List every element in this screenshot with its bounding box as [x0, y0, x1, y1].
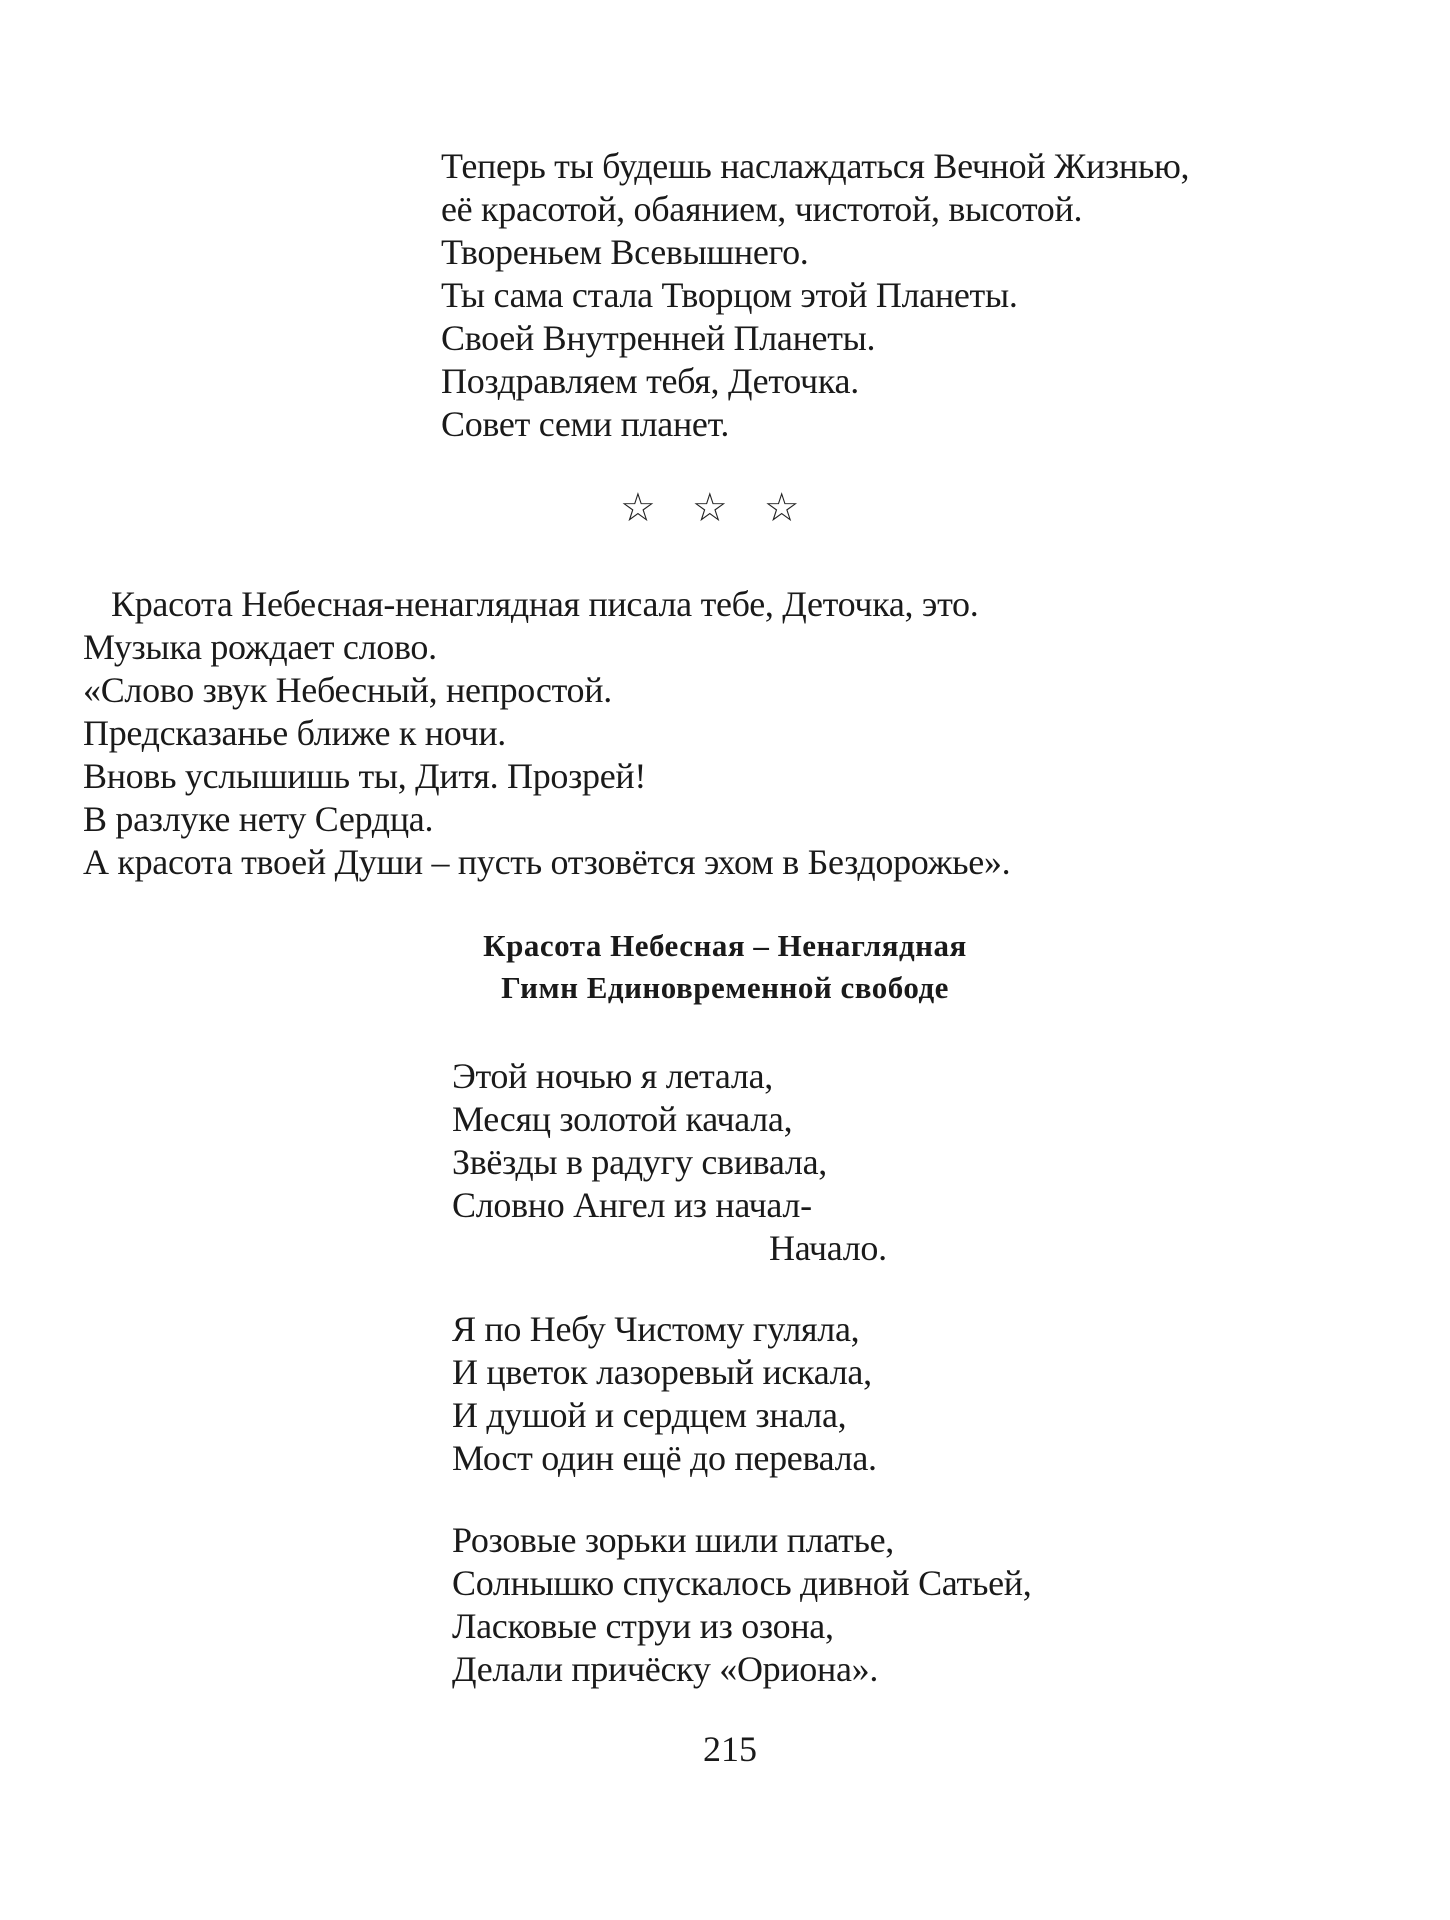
poem-stanza [452, 1519, 1031, 1691]
page-number: 215 [703, 1729, 757, 1769]
verse-line: Солнышко спускалось дивной Сатьей, [452, 1563, 1032, 1603]
text-line: Красота Небесная-ненаглядная писала тебе, Деточка, это. [111, 584, 979, 624]
poem-stanza [452, 1055, 887, 1270]
verse-line: Ласковые струи из озона, [452, 1606, 834, 1646]
text-line: Музыка рождает слово. [83, 627, 437, 667]
verse-line: И душой и сердцем знала, [452, 1395, 847, 1435]
text-line: Предсказанье ближе к ночи. [83, 713, 507, 753]
verse-line: Месяц золотой качала, [452, 1099, 793, 1139]
subtitle-line: Гимн Единовременной свободе [501, 970, 949, 1005]
verse-line: Словно Ангел из начал- [452, 1185, 812, 1225]
text-line: Твореньем Всевышнего. [441, 232, 809, 272]
text-line: А красота твоей Души – пусть отзовётся эхом в Бездорожье». [83, 842, 1011, 882]
text-line: Поздравляем тебя, Деточка. [441, 361, 859, 401]
verse-line: И цветок лазоревый искала, [452, 1352, 872, 1392]
text-line: её красотой, обаянием, чистотой, высотой. [441, 189, 1083, 229]
text-line: «Слово звук Небесный, непростой. [83, 670, 612, 710]
text-line: Вновь услышишь ты, Дитя. Прозрей! [83, 756, 647, 796]
intro-paragraph [83, 583, 1010, 884]
star-separator: ☆☆☆ [620, 485, 836, 530]
verse-line: Звёзды в радугу свивала, [452, 1142, 827, 1182]
poem-title [360, 925, 1090, 1009]
verse-line: Мост один ещё до перевала. [452, 1438, 877, 1478]
signature-line: Совет семи планет. [441, 404, 730, 444]
verse-line: Начало. [769, 1228, 887, 1268]
poem-stanza [452, 1308, 877, 1480]
text-line: Своей Внутренней Планеты. [441, 318, 876, 358]
text-line: В разлуке нету Сердца. [83, 799, 434, 839]
verse-line: Розовые зорьки шили платье, [452, 1520, 895, 1560]
verse-line: Делали причёску «Ориона». [452, 1649, 879, 1689]
text-line: Теперь ты будешь наслаждаться Вечной Жизнью, [441, 146, 1190, 186]
verse-line: Я по Небу Чистому гуляла, [452, 1309, 860, 1349]
title-line: Красота Небесная – Ненаглядная [483, 928, 967, 963]
letter-closing [441, 145, 1189, 446]
verse-line: Этой ночью я летала, [452, 1056, 773, 1096]
text-line: Ты сама стала Творцом этой Планеты. [441, 275, 1018, 315]
